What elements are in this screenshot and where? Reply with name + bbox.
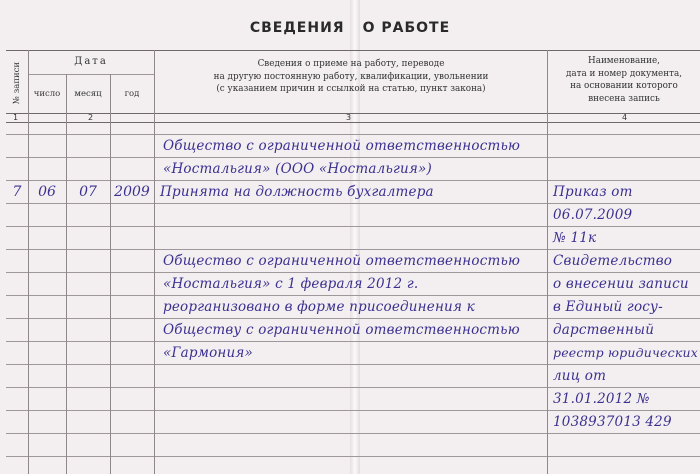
column-number-1: 1 [13, 113, 19, 122]
header-info [160, 58, 542, 96]
reorg-line-2: «Ностальгия» с 1 февраля 2012 г. [163, 276, 419, 292]
header-info-line-2: на другую постоянную работу, квалификации, увольнении [213, 71, 489, 82]
column-number-2: 2 [88, 113, 94, 122]
date-subheader-rule [28, 74, 154, 75]
title-part-2: О РАБОТЕ [362, 20, 451, 36]
cert-line-7: 31.01.2012 № [553, 391, 650, 407]
order-line-2: 06.07.2009 [553, 207, 633, 223]
reorg-line-3: реорганизовано в форме присоединения к [163, 299, 475, 315]
header-info-line-3: (с указанием причин и ссылкой на статью, пункт закона) [216, 84, 486, 94]
order-line-3: № 11к [553, 230, 597, 246]
col-divider-4 [154, 50, 155, 474]
reorg-line-4: Обществу с ограниченной ответственностью [163, 322, 520, 338]
record-year: 2009 [114, 184, 150, 200]
hired-entry: Принята на должность бухгалтера [160, 184, 434, 200]
record-month: 07 [79, 184, 97, 200]
cert-line-6: лиц от [553, 368, 607, 384]
header-date: Дата [74, 56, 108, 67]
title-part-1: СВЕДЕНИЯ [249, 20, 345, 36]
col-divider-3 [110, 74, 111, 474]
header-day: число [33, 89, 61, 99]
cert-line-8: 1038937013 429 [553, 414, 672, 430]
col-divider-2 [66, 74, 67, 474]
cert-line-5: реестр юридических [553, 345, 698, 360]
cert-line-3: в Единый госу- [553, 299, 663, 315]
header-year: год [124, 89, 140, 99]
header-doc-line-1: Наименование, [588, 56, 660, 66]
header-record-no-label: № записи [12, 61, 22, 105]
page-title [0, 20, 700, 36]
cert-line-1: Свидетельство [553, 253, 673, 269]
header-info-line-1: Сведения о приеме на работу, переводе [257, 59, 445, 69]
header-doc-line-3: на основании которого [570, 81, 678, 91]
org-name-line-2: «Ностальгия» (ООО «Ностальгия») [163, 161, 432, 177]
column-number-3: 3 [346, 113, 352, 122]
order-line-1: Приказ от [553, 184, 633, 200]
cert-line-4: дарственный [553, 322, 655, 338]
header-document [550, 55, 698, 105]
table-top-border [6, 50, 700, 51]
cert-line-2: о внесении записи [553, 276, 689, 292]
col-divider-5 [547, 50, 548, 474]
header-month: месяц [74, 89, 102, 99]
record-number: 7 [12, 184, 22, 200]
header-record-no [6, 54, 28, 112]
column-number-4: 4 [622, 113, 628, 122]
header-doc-line-2: дата и номер документа, [565, 68, 683, 79]
col-divider-1 [28, 50, 29, 474]
header-doc-line-4: внесена запись [588, 93, 660, 104]
reorg-line-5: «Гармония» [163, 345, 253, 361]
org-name-line-1: Общество с ограниченной ответственностью [163, 138, 521, 154]
record-day: 06 [38, 184, 56, 200]
reorg-line-1: Общество с ограниченной ответственностью [163, 253, 521, 269]
